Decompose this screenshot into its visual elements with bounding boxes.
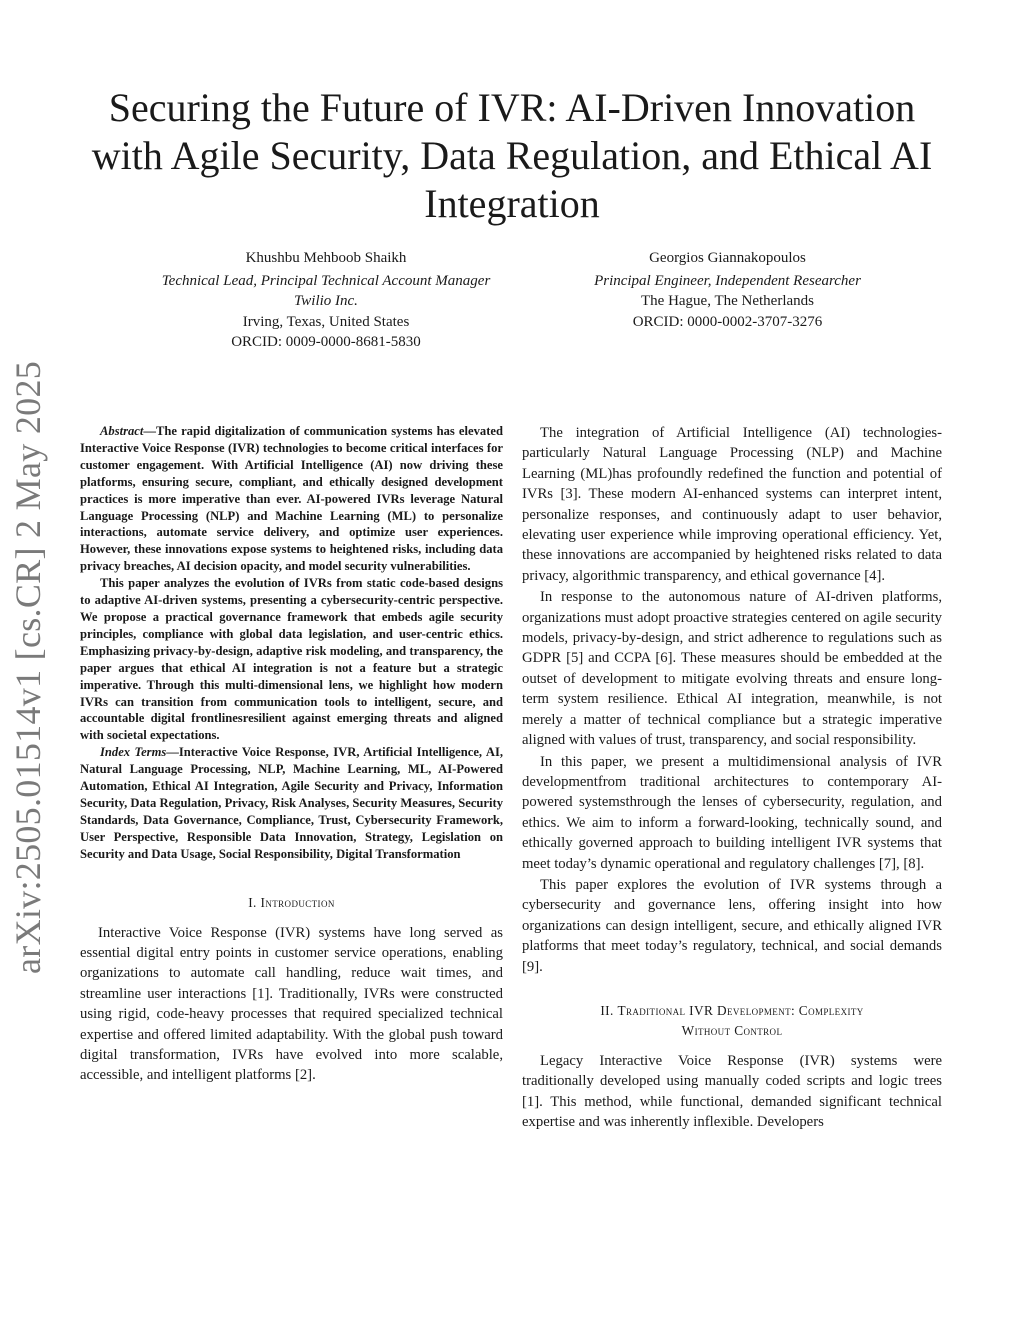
author-block-2 (545, 248, 910, 332)
paper-title: Securing the Future of IVR: AI-Driven Innovation with Agile Security, Data Regulation, and Ethical AI Integration (91, 85, 933, 226)
intro-paragraph-1: Interactive Voice Response (IVR) systems have long served as essential digital entry points in customer service operations, enabling organizations to automate call handling, reduce wait times, and streamline user interactions [1]. Traditionally, IVRs were constructed using rigid, code-heavy processes that required specialized technical expertise and offered limited adaptability. With the global push toward digital transformation, IVRs have evolved into more scalable, accessible, and intelligent platforms [2]. (80, 924, 503, 1084)
index-terms-text: Interactive Voice Response, IVR, Artificial Intelligence, AI, Natural Language Processing, NLP, Machine Learning, ML, AI-Powered Automation, Ethical AI Integration, Agile Security and Privacy, Information Security, Data Regulation, Privacy, Risk Analyses, Security Measures, Security Standards, Data Governance, Compliance, Trust, Cybersecurity Framework, User Perspective, Responsible Data Innovation, Strategy, Legislation on Security and Data Usage, Social Responsibility, Digital Transformation (80, 745, 503, 861)
intro-paragraph-5: This paper explores the evolution of IVR systems through a cybersecurity and governance lens, offering insight into how organizations can design intelligent, secure, and ethically aligned IVR platforms that meet today’s regulatory, technical, and social demands [9]. (522, 876, 942, 975)
abstract-label: Abstract (100, 424, 144, 438)
intro-paragraph-4: In this paper, we present a multidimensional analysis of IVR developmentfrom traditional architectures to contemporary AI-powered systemsthrough the lenses of cybersecurity, regulation, and ethics. We aim to inform a forward-looking, technically sound, and ethically governed approach to building intelligent IVR systems that meet today’s dynamic operational and regulatory challenges [7], [8]. (522, 753, 942, 872)
intro-paragraph-2: The integration of Artificial Intelligence (AI) technologies-particularly Natural Language Processing (NLP) and Machine Learning (ML)has profoundly redefined the function and potential of IVRs [3]. These modern AI-enhanced systems can interpret intent, personalize responses, and continuously adapt to user behavior, elevating user experience while improving operational efficiency. Yet, these innovations are accompanied by heightened risks related to data privacy, algorithmic transparency, and ethical governance [4]. (522, 425, 942, 584)
author-role: Principal Engineer, Independent Researcher (594, 272, 861, 289)
abstract-paragraph-2: This paper analyzes the evolution of IVRs from static code-based designs to adaptive AI-driven systems, presenting a cybersecurity-centric perspective. We propose a practical governance framework that embeds agile security principles, compliance with global data legislation, and user-centric ethics. Emphasizing privacy-by-design, adaptive risk modeling, and transparency, the paper argues that ethical AI integration is not a feature but a strategic imperative. Through this multi-dimensional lens, we highlight how modern IVRs can transition from communication tools to intelligent, secure, and accountable digital frontlinesresilient against emerging threats and aligned with societal expectations. (80, 576, 503, 743)
arxiv-identifier: arXiv:2505.01514v1 [cs.CR] 2 May 2025 (8, 360, 48, 974)
index-terms-label: Index Terms (100, 745, 167, 760)
author-block-1 (120, 248, 532, 353)
author-orcid: ORCID: 0000-0002-3707-3276 (632, 313, 823, 330)
author-orcid: ORCID: 0009-0000-8681-5830 (231, 334, 421, 350)
author-name: Georgios Giannakopoulos (649, 250, 806, 266)
abstract-text-1: The rapid digitalization of communication systems has elevated Interactive Voice Response (IVR) technologies to become critical interfaces for customer engagement. With Artificial Intelligence (AI) now driving these platforms, ensuring secure, compliant, and ethically designed development practices is more imperative than ever. AI-powered IVRs leverage Natural Language Processing (NLP) and Machine Learning (ML) to personalize interactions, automate service delivery, and optimize user experiences. However, these innovations expose systems to heightened risks, including data privacy breaches, AI decision opacity, and model security vulnerabilities. (80, 424, 503, 574)
abstract-paragraph-1: Abstract—The rapid digitalization of communication systems has elevated Interactive Voice Response (IVR) technologies to become critical interfaces for customer engagement. With Artificial Intelligence (AI) now driving these platforms, ensuring secure, compliant, and ethically designed development practices is more imperative than ever. AI-powered IVRs leverage Natural Language Processing (NLP) and Machine Learning (ML) to personalize interactions, automate service delivery, and optimize user experiences. However, these innovations expose systems to heightened risks, including data privacy breaches, AI decision opacity, and model security vulnerabilities. (80, 424, 503, 574)
author-name: Khushbu Mehboob Shaikh (245, 250, 407, 266)
index-terms: Index Terms—Interactive Voice Response, IVR, Artificial Intelligence, AI, Natural Language Processing, NLP, Machine Learning, ML, AI-Powered Automation, Ethical AI Integration, Agile Security and Privacy, Information Security, Data Regulation, Privacy, Risk Analyses, Security Measures, Security Standards, Data Governance, Compliance, Trust, Cybersecurity Framework, User Perspective, Responsible Data Innovation, Strategy, Legislation on Security and Data Usage, Social Responsibility, Digital Transformation (80, 745, 503, 861)
author-location: The Hague, The Netherlands (641, 293, 814, 309)
section2-paragraph-1: Legacy Interactive Voice Response (IVR) systems were traditionally developed using manually coded scripts and logic trees [1]. This method, while functional, demanded significant technical expertise and was inherently inflexible. Developers (522, 1052, 942, 1131)
section-heading-traditional-ivr: II. Traditional IVR Development: Complexity Without Control (600, 1002, 864, 1038)
right-column (522, 423, 942, 1133)
author-role: Technical Lead, Principal Technical Account Manager (161, 272, 491, 289)
left-column (80, 423, 503, 1086)
author-organization: Twilio Inc. (294, 293, 358, 309)
section-heading-introduction: I. Introduction (248, 894, 335, 910)
author-location: Irving, Texas, United States (242, 313, 410, 330)
intro-paragraph-3: In response to the autonomous nature of AI-driven platforms, organizations must adopt proactive strategies centered on agile security models, privacy-by-design, and strict adherence to regulations such as GDPR [5] and CCPA [6]. These measures should be embedded at the outset of development to mitigate evolving threats and ensure long-term system resilience. Ethical AI integration, meanwhile, is not merely a matter of technical compliance but a strategic imperative aligned with values of trust, transparency, and social responsibility. (522, 589, 942, 749)
